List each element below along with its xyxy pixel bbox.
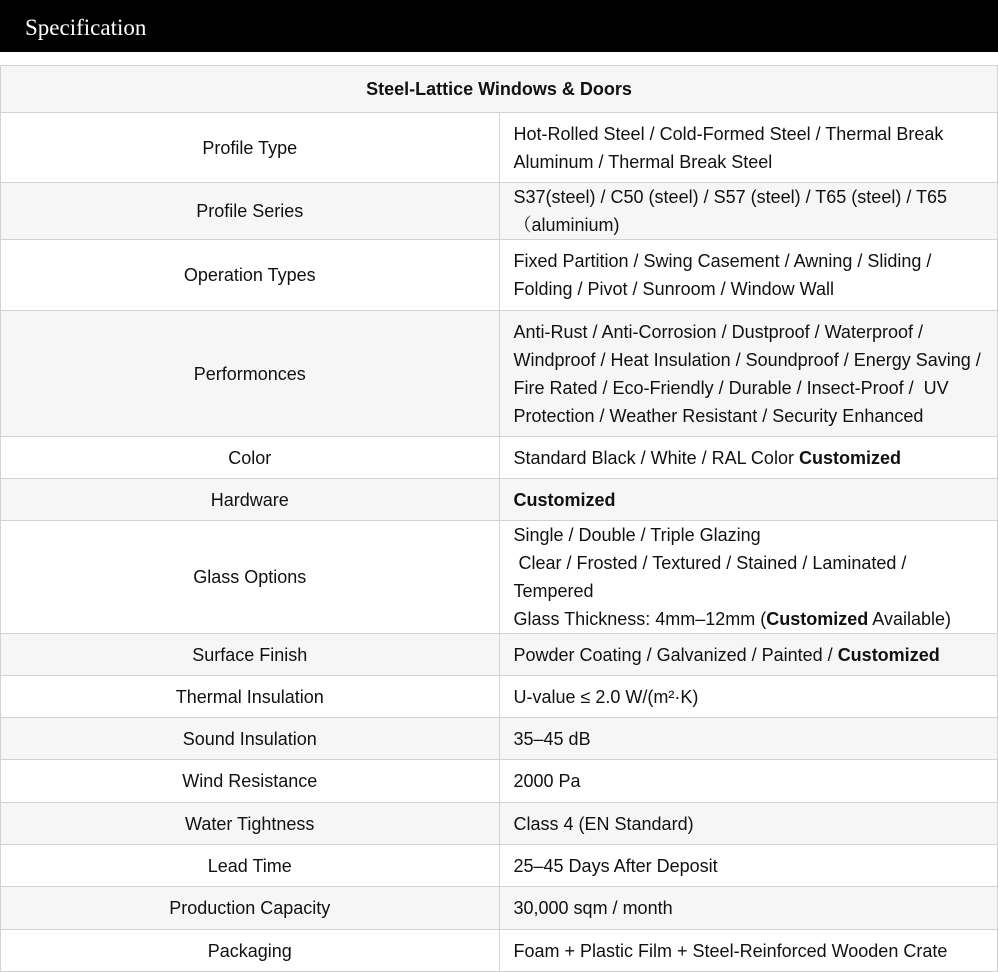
row-label: Operation Types	[1, 240, 500, 311]
row-label: Profile Series	[1, 183, 500, 240]
row-value: Customized	[499, 479, 998, 521]
row-value: S37(steel) / C50 (steel) / S57 (steel) / T65 (steel) / T65（aluminium)	[499, 183, 998, 240]
row-value: 35–45 dB	[499, 718, 998, 760]
table-row	[1, 437, 998, 479]
row-label: Production Capacity	[1, 887, 500, 930]
table-row	[1, 718, 998, 760]
table-title: Steel-Lattice Windows & Doors	[1, 66, 998, 113]
table-row	[1, 634, 998, 676]
row-value: Hot-Rolled Steel / Cold-Formed Steel / Thermal Break Aluminum / Thermal Break Steel	[499, 113, 998, 183]
row-label: Packaging	[1, 930, 500, 972]
row-value: Foam + Plastic Film + Steel-Reinforced Wooden Crate	[499, 930, 998, 972]
row-label: Water Tightness	[1, 803, 500, 845]
table-row	[1, 760, 998, 803]
row-label: Wind Resistance	[1, 760, 500, 803]
table-row	[1, 113, 998, 183]
row-label: Sound Insulation	[1, 718, 500, 760]
row-label: Performonces	[1, 311, 500, 437]
row-label: Lead Time	[1, 845, 500, 887]
table-row	[1, 311, 998, 437]
row-value: Powder Coating / Galvanized / Painted / Customized	[499, 634, 998, 676]
specification-table	[0, 65, 998, 972]
row-label: Thermal Insulation	[1, 676, 500, 718]
table-row	[1, 479, 998, 521]
table-row	[1, 803, 998, 845]
row-label: Surface Finish	[1, 634, 500, 676]
row-value: Class 4 (EN Standard)	[499, 803, 998, 845]
table-row	[1, 930, 998, 972]
section-title: Specification	[25, 15, 147, 40]
row-label: Profile Type	[1, 113, 500, 183]
row-value: 25–45 Days After Deposit	[499, 845, 998, 887]
row-label: Glass Options	[1, 521, 500, 634]
row-value: 2000 Pa	[499, 760, 998, 803]
table-row	[1, 845, 998, 887]
row-value: U-value ≤ 2.0 W/(m²·K)	[499, 676, 998, 718]
table-row	[1, 676, 998, 718]
table-row	[1, 183, 998, 240]
row-value: Anti-Rust / Anti-Corrosion / Dustproof / Waterproof / Windproof / Heat Insulation / Soundproof / Energy Saving / Fire Rated / Eco-Friendly / Durable / Insect-Proof / UV Protection / Weather Resistant / Security Enhanced	[499, 311, 998, 437]
row-value: Single / Double / Triple Glazing Clear / Frosted / Textured / Stained / Laminated / Tempered Glass Thickness: 4mm–12mm (Customized Available)	[499, 521, 998, 634]
row-label: Color	[1, 437, 500, 479]
row-value: Standard Black / White / RAL Color Customized	[499, 437, 998, 479]
table-row	[1, 521, 998, 634]
row-value: 30,000 sqm / month	[499, 887, 998, 930]
row-label: Hardware	[1, 479, 500, 521]
section-header	[0, 0, 998, 52]
table-row	[1, 240, 998, 311]
row-value: Fixed Partition / Swing Casement / Awning / Sliding / Folding / Pivot / Sunroom / Window Wall	[499, 240, 998, 311]
table-row	[1, 887, 998, 930]
